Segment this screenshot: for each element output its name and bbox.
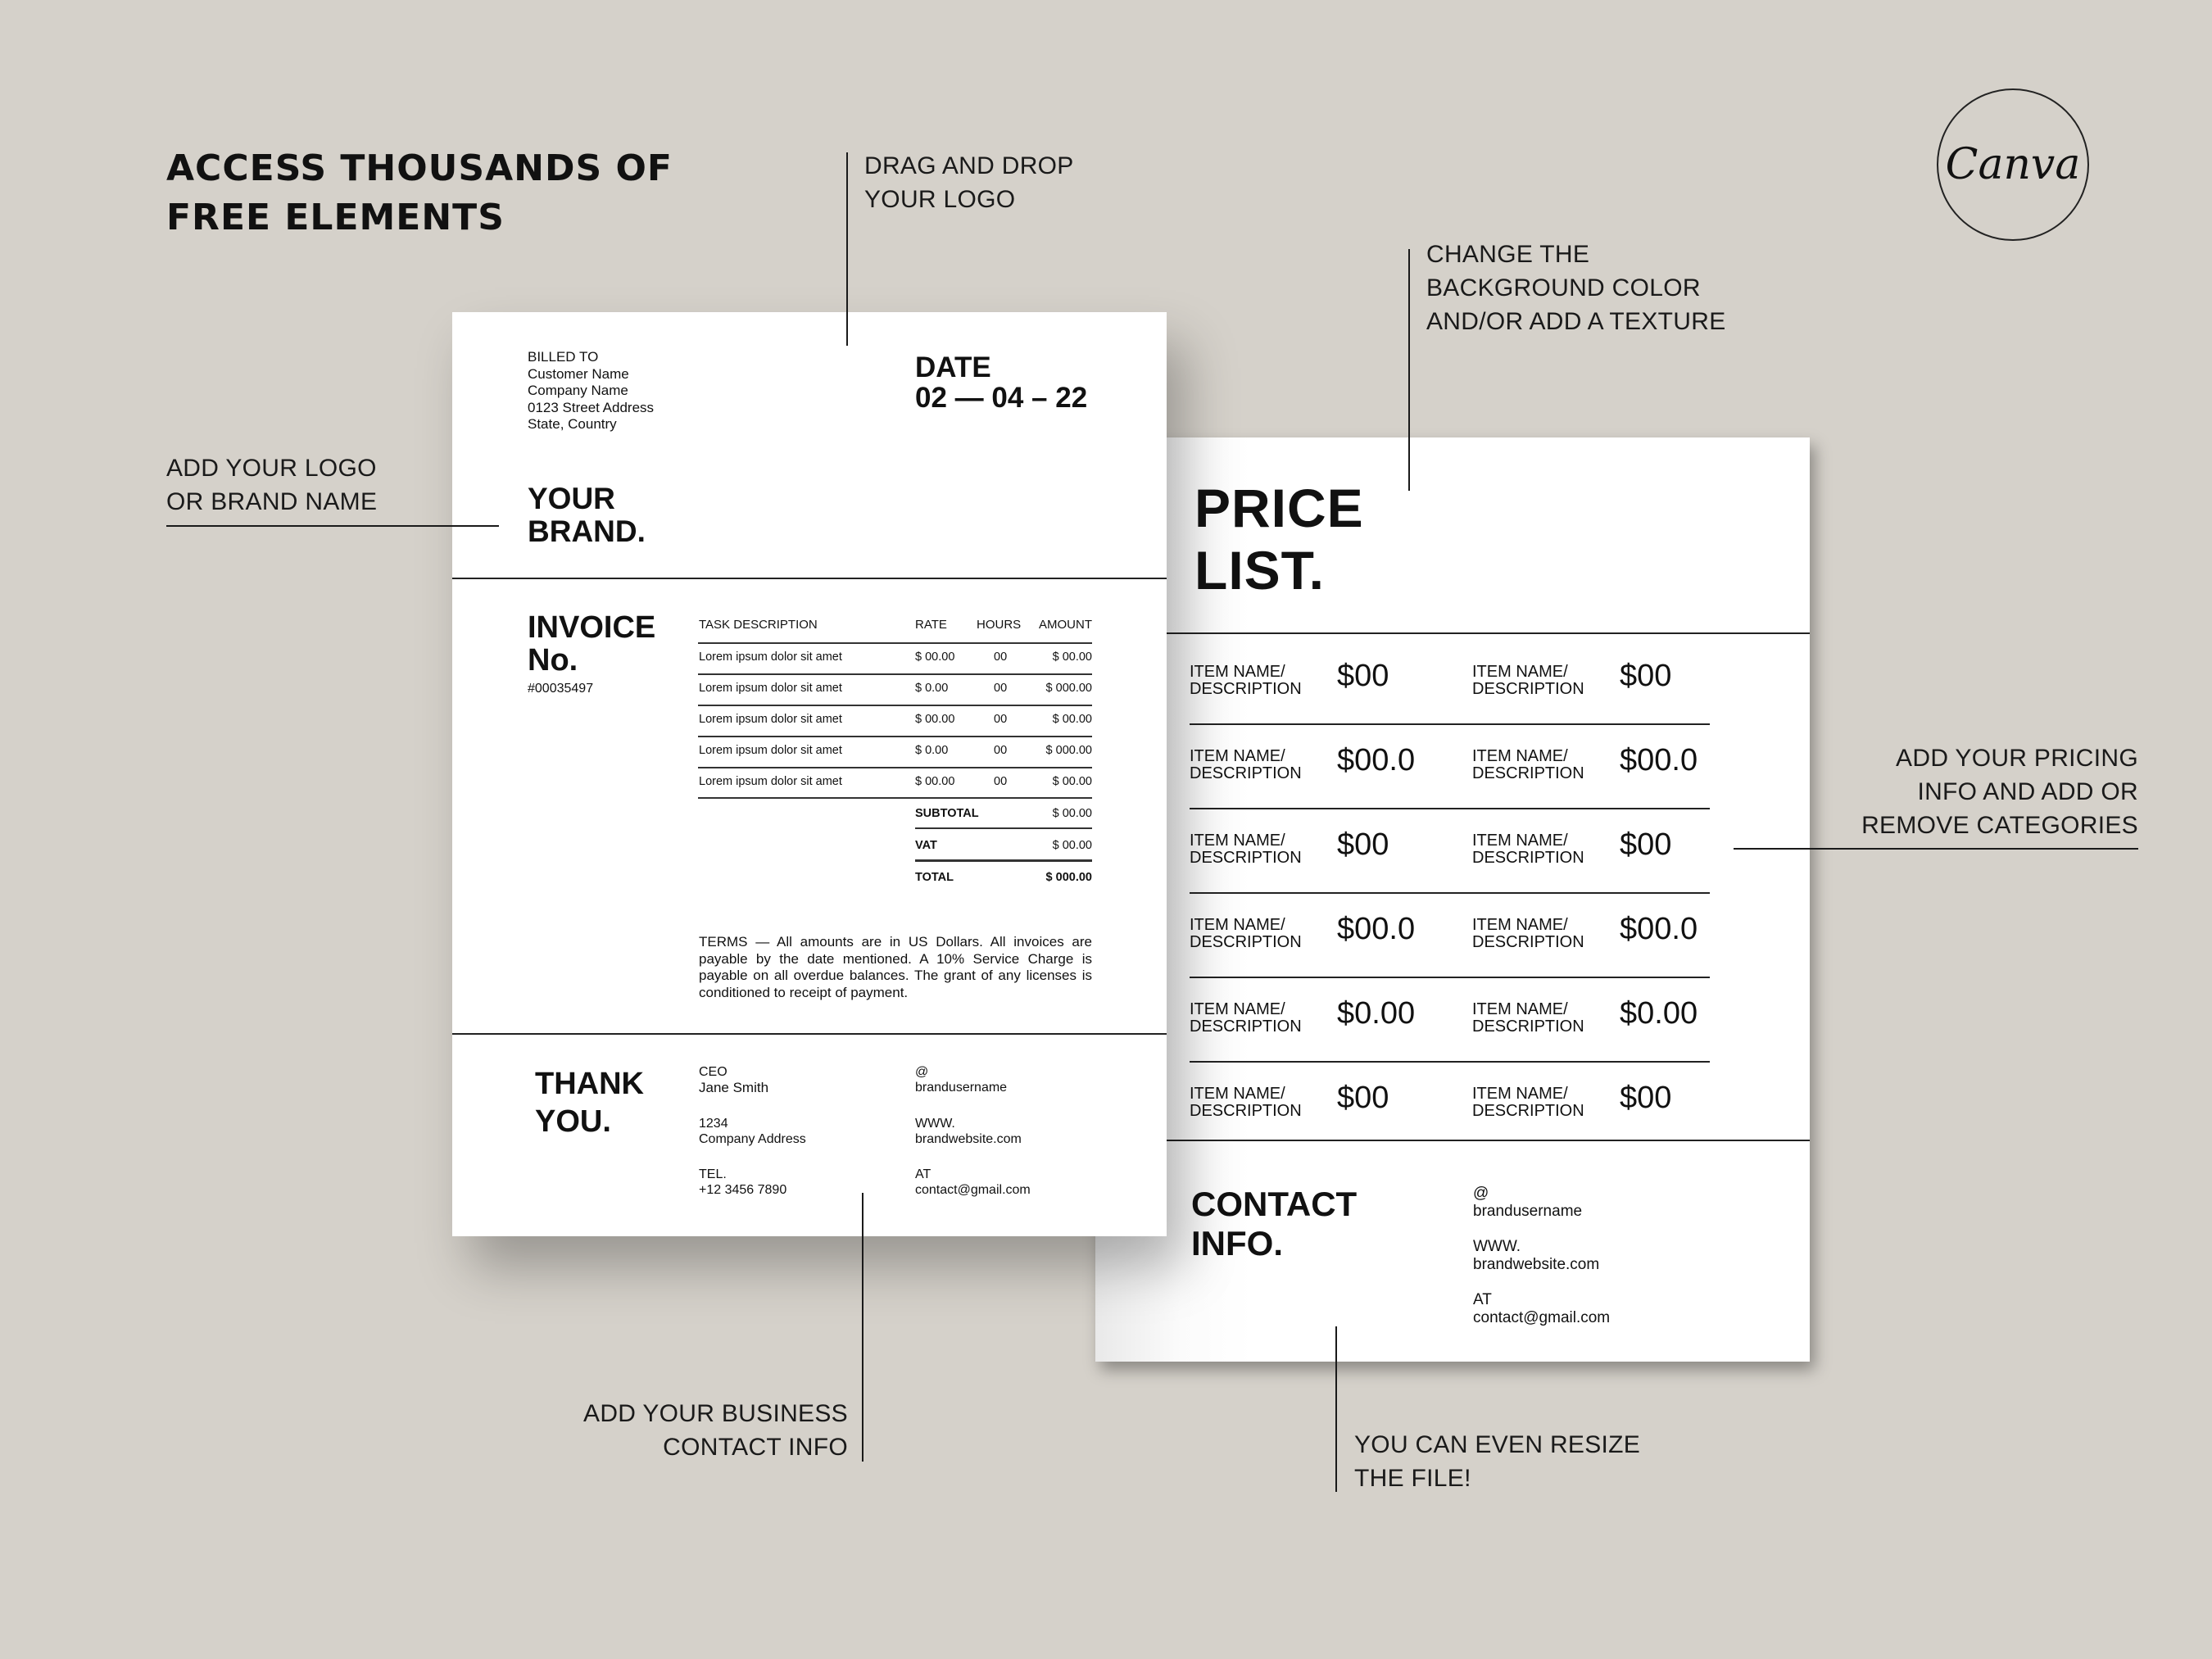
item-name-left: [1190, 917, 1302, 951]
invoice-title-line-2: No.: [528, 643, 578, 678]
item-description-line: DESCRIPTION: [1190, 1018, 1302, 1036]
table-row-rule: [698, 767, 1092, 768]
table-cell-rate: $ 00.00: [915, 650, 955, 664]
item-name-line: ITEM NAME/: [1190, 916, 1285, 934]
email-label: AT: [915, 1167, 931, 1181]
vat-rule: [915, 859, 1092, 862]
contact-title-line-1: CONTACT: [1191, 1185, 1358, 1223]
annotation-drag-drop-logo: DRAG AND DROP YOUR LOGO: [864, 152, 1074, 213]
subtotal-rule: [915, 827, 1092, 829]
item-name-right: [1472, 1086, 1584, 1120]
item-price-left: $00: [1337, 659, 1389, 693]
table-cell-rate: $ 00.00: [915, 775, 955, 788]
item-description-line: DESCRIPTION: [1472, 1018, 1584, 1036]
invoice-title-line-1: INVOICE: [528, 610, 656, 645]
invoice-divider-bottom: [452, 1033, 1167, 1035]
item-price-right: $00.0: [1620, 912, 1698, 946]
price-row[interactable]: [1190, 809, 1806, 894]
annotation-add-logo: ADD YOUR LOGO OR BRAND NAME: [166, 455, 378, 515]
item-name-line: ITEM NAME/: [1190, 832, 1285, 850]
table-cell-amount: $ 00.00: [1052, 650, 1092, 664]
invoice-number: #00035497: [528, 682, 594, 696]
subtotal-value: $ 00.00: [1052, 807, 1092, 820]
state-country: State, Country: [528, 416, 617, 432]
table-cell-task: Lorem ipsum dolor sit amet: [699, 682, 842, 695]
item-name-line: ITEM NAME/: [1472, 1085, 1568, 1103]
price-row[interactable]: [1190, 725, 1806, 809]
leader-line-add-logo: [166, 525, 499, 527]
item-description-line: DESCRIPTION: [1472, 680, 1584, 698]
contact-ceo: [699, 1064, 768, 1095]
table-cell-hours: 00: [994, 682, 1008, 695]
item-description-line: DESCRIPTION: [1190, 680, 1302, 698]
price-row[interactable]: [1190, 978, 1806, 1063]
terms-text: TERMS — All amounts are in US Dollars. All invoices are payable by the date mentioned. A 10% Service Charge is payable on all overdue balances. The grant of any licenses is conditioned to receipt of payment.: [699, 934, 1092, 1000]
leader-line-pricing: [1734, 848, 2138, 850]
price-list-title-line-1: PRICE: [1194, 478, 1364, 538]
social-at-label: @: [915, 1065, 929, 1079]
canva-logo: [1937, 88, 2089, 241]
header-amount: AMOUNT: [1039, 618, 1092, 632]
price-list-title-line-2: LIST.: [1194, 540, 1326, 601]
item-description-line: DESCRIPTION: [1190, 764, 1302, 782]
email-label: AT: [1473, 1291, 1492, 1308]
date-label: DATE: [915, 351, 991, 383]
item-description-line: DESCRIPTION: [1472, 1102, 1584, 1120]
item-price-left: $0.00: [1337, 996, 1416, 1031]
thank-you-line-2: YOU.: [535, 1104, 611, 1139]
table-cell-hours: 00: [994, 744, 1008, 757]
table-cell-rate: $ 00.00: [915, 713, 955, 726]
street-address: 0123 Street Address: [528, 399, 655, 415]
item-name-line: ITEM NAME/: [1472, 1000, 1568, 1018]
table-cell-hours: 00: [994, 713, 1008, 726]
item-description-line: DESCRIPTION: [1472, 933, 1584, 951]
table-cell-amount: $ 00.00: [1052, 775, 1092, 788]
contact-address: [699, 1116, 806, 1147]
customer-name: Customer Name: [528, 365, 629, 382]
item-price-right: $0.00: [1620, 996, 1698, 1031]
website-label: WWW.: [915, 1117, 955, 1131]
invoice-document[interactable]: [452, 312, 1167, 1236]
item-name-line: ITEM NAME/: [1472, 832, 1568, 850]
price-list-document[interactable]: [1095, 437, 1810, 1362]
table-cell-amount: $ 000.00: [1045, 744, 1092, 757]
company-name: Company Name: [528, 383, 628, 398]
price-list-contact-title: [1191, 1185, 1357, 1263]
contact-email: [915, 1167, 1031, 1198]
social-username: brandusername: [915, 1081, 1008, 1095]
header-hours: HOURS: [977, 618, 1022, 632]
item-price-left: $00: [1337, 827, 1389, 862]
table-row-rule: [698, 673, 1092, 675]
item-name-line: ITEM NAME/: [1190, 1085, 1285, 1103]
email-value: contact@gmail.com: [1473, 1309, 1611, 1326]
item-price-left: $00: [1337, 1081, 1389, 1115]
item-price-left: $00.0: [1337, 912, 1416, 946]
price-list-website: [1473, 1238, 1599, 1274]
item-name-left: [1190, 664, 1302, 698]
header-task: TASK DESCRIPTION: [699, 618, 818, 632]
table-row-rule: [698, 736, 1092, 737]
tel-value: +12 3456 7890: [699, 1183, 787, 1197]
table-cell-task: Lorem ipsum dolor sit amet: [699, 650, 842, 664]
item-name-line: ITEM NAME/: [1190, 1000, 1285, 1018]
address-value: Company Address: [699, 1132, 806, 1146]
table-bottom-rule: [698, 797, 1092, 799]
price-row[interactable]: [1190, 1063, 1806, 1147]
vat-value: $ 00.00: [1052, 839, 1092, 852]
contact-social: [915, 1064, 1007, 1095]
table-cell-amount: $ 00.00: [1052, 713, 1092, 726]
table-row-rule: [698, 642, 1092, 644]
item-name-right: [1472, 832, 1584, 867]
annotation-pricing: ADD YOUR PRICING INFO AND ADD OR REMOVE CATEGORIES: [1861, 745, 2138, 839]
item-description-line: DESCRIPTION: [1190, 1102, 1302, 1120]
subtotal-label: SUBTOTAL: [915, 807, 979, 820]
item-name-left: [1190, 832, 1302, 867]
annotation-change-background: CHANGE THE BACKGROUND COLOR AND/OR ADD A TEXTURE: [1426, 241, 1726, 335]
header-rate: RATE: [915, 618, 947, 632]
table-cell-hours: 00: [994, 650, 1008, 664]
price-list-title: [1194, 477, 1364, 601]
item-description-line: DESCRIPTION: [1190, 933, 1302, 951]
website-label: WWW.: [1473, 1238, 1521, 1255]
headline-line-2: FREE ELEMENTS: [166, 197, 505, 238]
leader-line-resize: [1335, 1326, 1337, 1492]
item-name-line: ITEM NAME/: [1472, 663, 1568, 681]
item-price-right: $00: [1620, 1081, 1672, 1115]
item-name-right: [1472, 917, 1584, 951]
annotation-resize: YOU CAN EVEN RESIZE THE FILE!: [1354, 1431, 1641, 1492]
brand-line-1: YOUR: [528, 482, 615, 515]
item-name-left: [1190, 1086, 1302, 1120]
email-value: contact@gmail.com: [915, 1183, 1031, 1197]
website-value: brandwebsite.com: [1473, 1256, 1600, 1273]
price-list-divider-top: [1095, 632, 1810, 634]
website-value: brandwebsite.com: [915, 1132, 1022, 1146]
table-cell-task: Lorem ipsum dolor sit amet: [699, 744, 842, 757]
table-row-rule: [698, 705, 1092, 706]
table-cell-hours: 00: [994, 775, 1008, 788]
canva-logo-text: Canva: [1945, 140, 2081, 189]
item-name-line: ITEM NAME/: [1190, 663, 1285, 681]
item-name-left: [1190, 1001, 1302, 1036]
table-cell-task: Lorem ipsum dolor sit amet: [699, 775, 842, 788]
item-name-right: [1472, 748, 1584, 782]
headline-line-1: ACCESS THOUSANDS OF: [166, 147, 673, 189]
invoice-divider-top: [452, 578, 1167, 579]
item-price-right: $00: [1620, 659, 1672, 693]
thank-you: [535, 1065, 644, 1140]
item-name-line: ITEM NAME/: [1472, 916, 1568, 934]
address-number: 1234: [699, 1117, 728, 1131]
date-value: 02 — 04 – 22: [915, 382, 1088, 414]
social-at-label: @: [1473, 1185, 1489, 1202]
price-list-social: [1473, 1185, 1582, 1221]
leader-line-business-contact: [862, 1193, 863, 1462]
annotation-business-contact: ADD YOUR BUSINESS CONTACT INFO: [583, 1400, 848, 1461]
price-row[interactable]: [1190, 641, 1806, 725]
contact-tel: [699, 1167, 786, 1198]
leader-line-background: [1408, 249, 1410, 491]
ceo-label: CEO: [699, 1065, 728, 1079]
item-name-left: [1190, 748, 1302, 782]
item-name-right: [1472, 664, 1584, 698]
table-cell-amount: $ 000.00: [1045, 682, 1092, 695]
total-label: TOTAL: [915, 871, 954, 884]
price-row[interactable]: [1190, 894, 1806, 978]
price-list-email: [1473, 1291, 1610, 1327]
billed-to-block: [528, 349, 654, 433]
invoice-date: [915, 352, 1087, 413]
leader-line-drag-drop: [846, 152, 848, 346]
headline: [166, 144, 789, 243]
table-cell-rate: $ 0.00: [915, 682, 949, 695]
tel-label: TEL.: [699, 1167, 727, 1181]
item-description-line: DESCRIPTION: [1472, 849, 1584, 867]
price-list-divider-bottom: [1095, 1140, 1810, 1141]
table-cell-task: Lorem ipsum dolor sit amet: [699, 713, 842, 726]
item-name-right: [1472, 1001, 1584, 1036]
social-username: brandusername: [1473, 1203, 1583, 1220]
ceo-name: Jane Smith: [699, 1080, 769, 1095]
item-description-line: DESCRIPTION: [1472, 764, 1584, 782]
item-name-line: ITEM NAME/: [1190, 747, 1285, 765]
contact-title-line-2: INFO.: [1191, 1224, 1283, 1262]
total-value: $ 000.00: [1045, 871, 1092, 884]
item-price-left: $00.0: [1337, 743, 1416, 777]
billed-to-label: BILLED TO: [528, 349, 599, 365]
vat-label: VAT: [915, 839, 937, 852]
item-price-right: $00: [1620, 827, 1672, 862]
contact-website: [915, 1116, 1022, 1147]
thank-you-line-1: THANK: [535, 1067, 644, 1101]
brand-line-2: BRAND.: [528, 514, 646, 548]
item-price-right: $00.0: [1620, 743, 1698, 777]
brand-name[interactable]: [528, 483, 646, 548]
table-cell-rate: $ 0.00: [915, 744, 949, 757]
item-description-line: DESCRIPTION: [1190, 849, 1302, 867]
item-name-line: ITEM NAME/: [1472, 747, 1568, 765]
invoice-number-title: [528, 611, 655, 677]
